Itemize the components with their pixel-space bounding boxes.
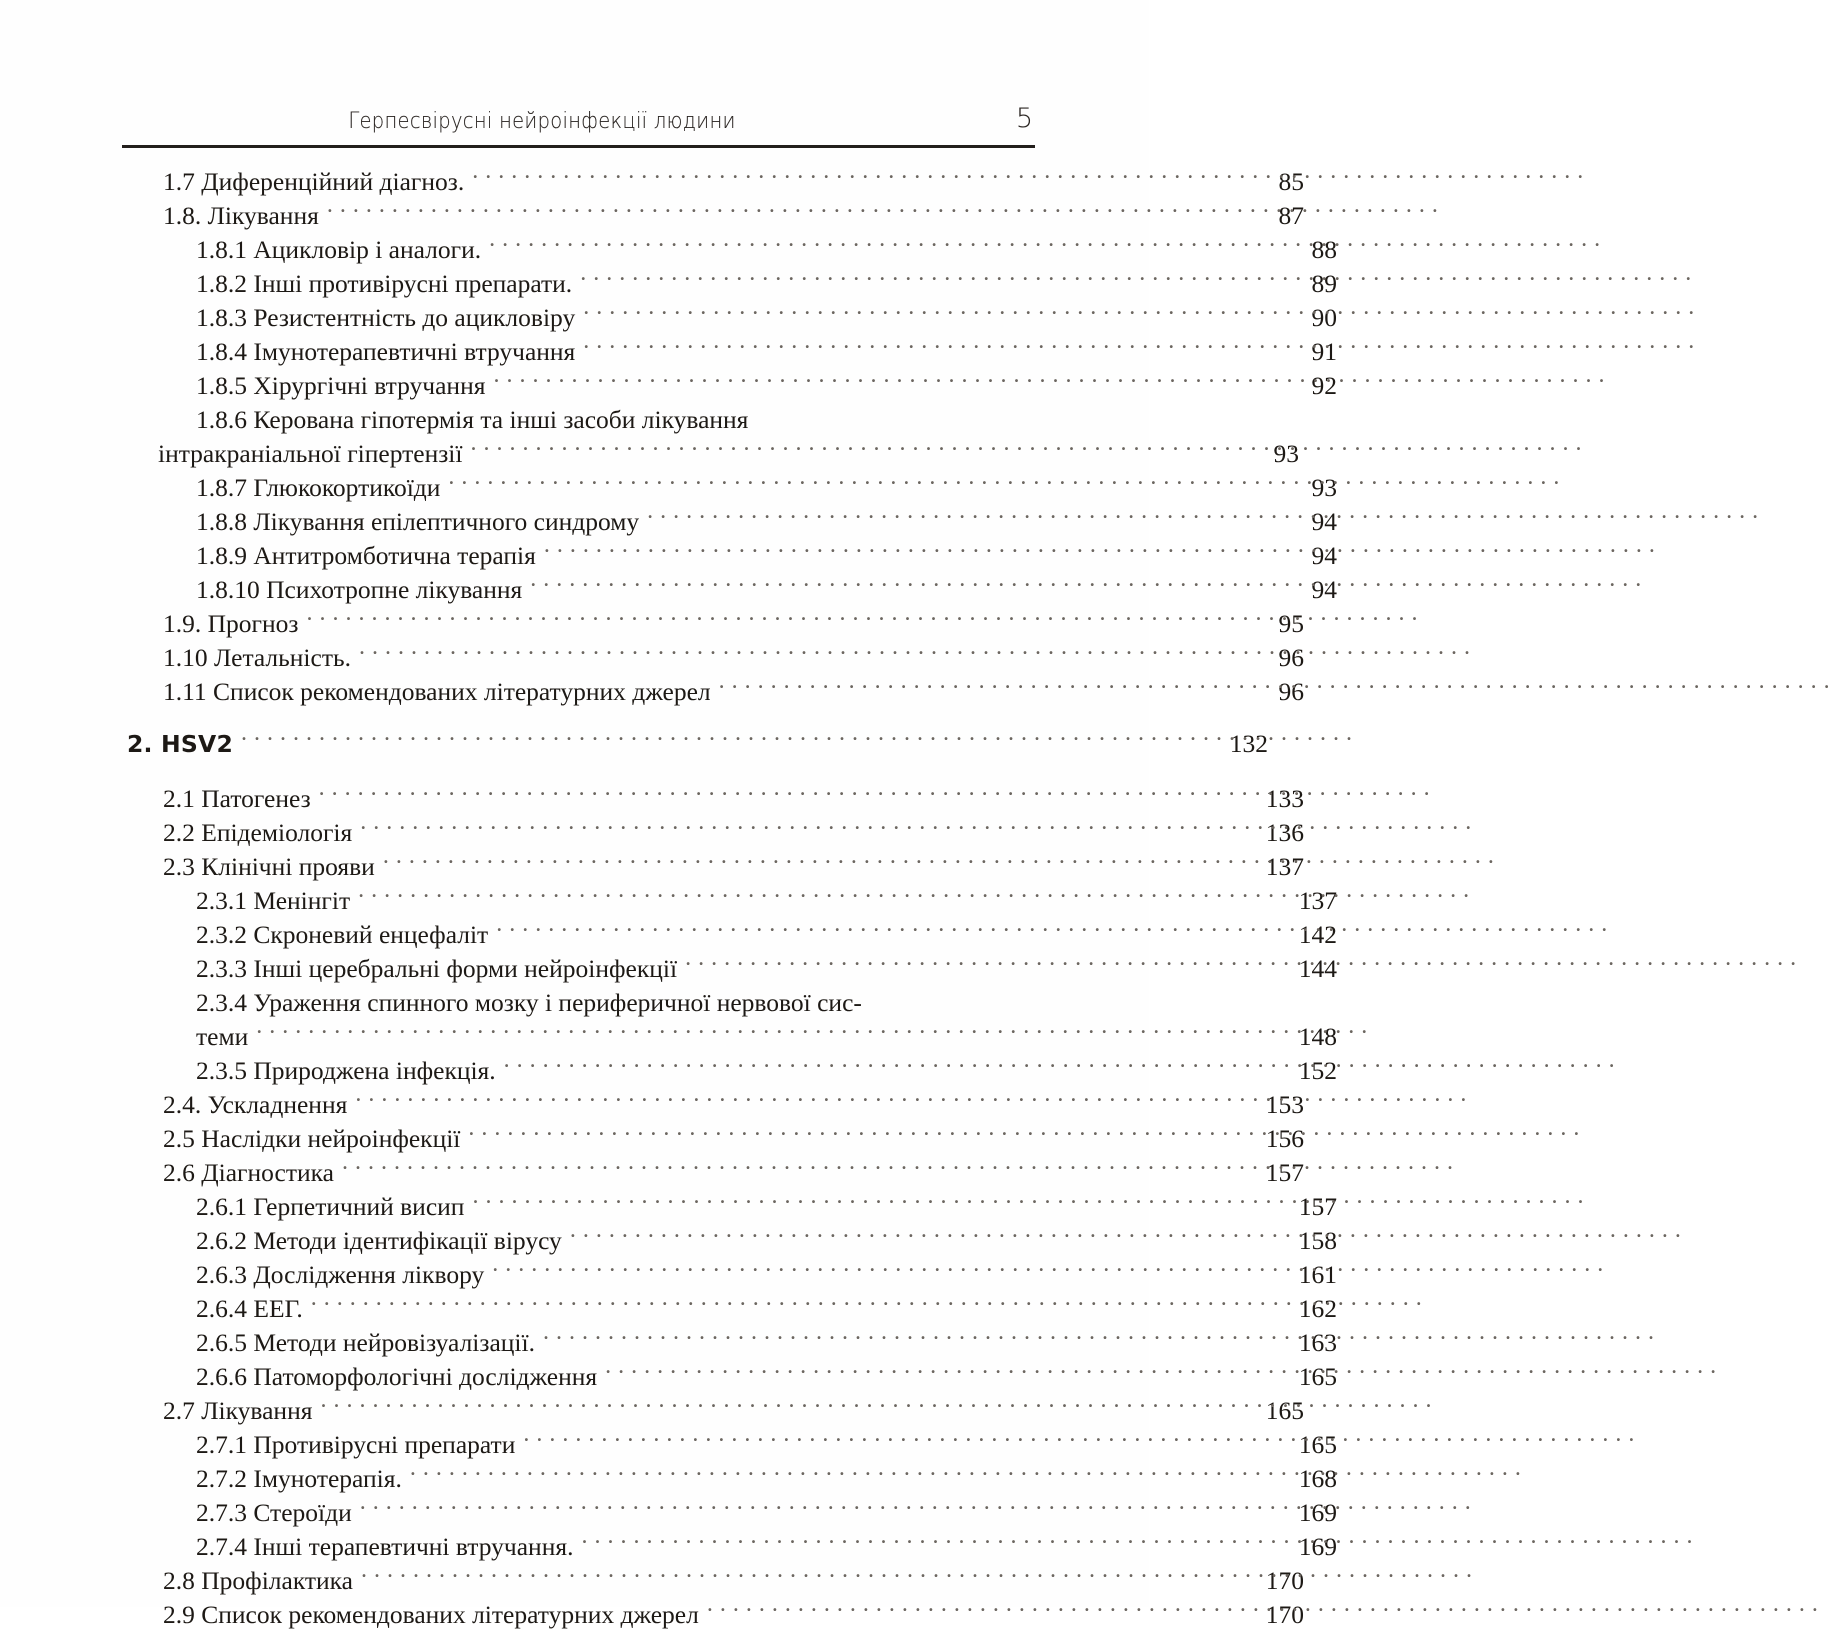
toc-entry-label: 1.8.5 Хірургічні втручання bbox=[196, 369, 491, 403]
toc-entry[interactable] bbox=[0, 368, 1345, 402]
dot-leader bbox=[360, 1495, 1249, 1521]
dot-leader bbox=[685, 951, 1249, 977]
toc-entry-page-number: 144 bbox=[1251, 952, 1345, 986]
toc-entry-label: 1.7 Диференційний діагноз. bbox=[163, 165, 470, 199]
toc-entry-label: 2.5 Наслідки нейроінфекції bbox=[163, 1122, 466, 1156]
toc-entry-label: 1.8.4 Імунотерапевтичні втручання bbox=[196, 335, 581, 369]
toc-entry-label: 2.3.4 Ураження спинного мозку і периферичної нервової сис- bbox=[196, 986, 868, 1020]
toc-entry-label: 2.7.3 Стероїди bbox=[196, 1496, 358, 1530]
toc-entry-label: 2.3 Клінічні прояви bbox=[163, 850, 381, 884]
toc-entry-page-number: 85 bbox=[1218, 165, 1312, 199]
dot-leader bbox=[306, 606, 1216, 632]
table-of-contents bbox=[0, 164, 1149, 1631]
toc-entry-page-number: 152 bbox=[1251, 1054, 1345, 1088]
toc-entry-page-number: 94 bbox=[1251, 573, 1345, 607]
toc-entry-page-number: 136 bbox=[1218, 816, 1312, 850]
toc-entry-label: 2.6.4 ЕЕГ. bbox=[196, 1292, 309, 1326]
dot-leader bbox=[492, 1257, 1249, 1283]
toc-entry-label: інтракраніальної гіпертензії bbox=[158, 437, 468, 471]
toc-entry-label: 1.8.3 Резистентність до ацикловіру bbox=[196, 301, 581, 335]
dot-leader bbox=[311, 1291, 1249, 1317]
toc-entry-label: 1.8.10 Психотропне лікування bbox=[196, 573, 528, 607]
toc-entry-page-number: 165 bbox=[1251, 1360, 1345, 1394]
dot-leader bbox=[360, 815, 1216, 841]
dot-leader bbox=[570, 1223, 1249, 1249]
dot-leader bbox=[580, 266, 1249, 292]
toc-entry-label: 1.8.6 Керована гіпотермія та інші засоби лікування bbox=[196, 403, 754, 437]
dot-leader bbox=[870, 985, 1249, 1011]
toc-entry-page-number: 90 bbox=[1251, 301, 1345, 335]
dot-leader bbox=[543, 1325, 1249, 1351]
toc-entry[interactable] bbox=[0, 674, 1312, 708]
dot-leader bbox=[355, 1087, 1216, 1113]
toc-entry-label: 1.8.2 Інші противірусні препарати. bbox=[196, 267, 578, 301]
toc-entry-label: 2.6.5 Методи нейровізуалізації. bbox=[196, 1326, 541, 1360]
dot-leader bbox=[493, 368, 1249, 394]
toc-entry-page-number: 94 bbox=[1251, 539, 1345, 573]
toc-entry-page-number: 157 bbox=[1218, 1156, 1312, 1190]
toc-entry-page-number: 165 bbox=[1218, 1394, 1312, 1428]
dot-leader bbox=[359, 640, 1216, 666]
toc-entry-page-number: 137 bbox=[1218, 850, 1312, 884]
toc-entry[interactable] bbox=[0, 951, 1345, 985]
toc-entry-page-number: 170 bbox=[1218, 1598, 1312, 1631]
toc-entry-page-number: 132 bbox=[1182, 727, 1276, 761]
toc-entry-label: 1.8.7 Глюкокортикоїди bbox=[196, 471, 446, 505]
toc-entry-label: 2.7.1 Противірусні препарати bbox=[196, 1428, 521, 1462]
toc-entry-page-number: 88 bbox=[1251, 233, 1345, 267]
toc-entry-page-number: 162 bbox=[1251, 1292, 1345, 1326]
header-rule-divider bbox=[122, 145, 1035, 148]
toc-entry-page-number: 156 bbox=[1218, 1122, 1312, 1156]
dot-leader bbox=[319, 781, 1216, 807]
toc-entry-page-number: 153 bbox=[1218, 1088, 1312, 1122]
toc-entry-label: 2.6 Діагностика bbox=[163, 1156, 340, 1190]
dot-leader bbox=[583, 300, 1249, 326]
dot-leader bbox=[504, 1053, 1249, 1079]
toc-entry-label: теми bbox=[196, 1020, 254, 1054]
dot-leader bbox=[523, 1427, 1249, 1453]
toc-entry-page-number: 93 bbox=[1251, 471, 1345, 505]
running-header-title: Герпесвірусні нейроінфекції людини bbox=[122, 108, 962, 134]
toc-entry-page-number: 89 bbox=[1251, 267, 1345, 301]
dot-leader bbox=[583, 334, 1249, 360]
toc-entry-page-number: 165 bbox=[1251, 1428, 1345, 1462]
toc-entry-label: 1.8.9 Антитромботична терапія bbox=[196, 539, 542, 573]
dot-leader bbox=[358, 883, 1249, 909]
dot-leader bbox=[410, 1461, 1249, 1487]
toc-entry-page-number: 95 bbox=[1218, 607, 1312, 641]
dot-leader bbox=[472, 164, 1216, 190]
toc-entry-page-number: 169 bbox=[1251, 1496, 1345, 1530]
toc-entry-page-number: 142 bbox=[1251, 918, 1345, 952]
toc-entry-label: 2.6.1 Герпетичний висип bbox=[196, 1190, 470, 1224]
dot-leader bbox=[256, 1019, 1249, 1045]
toc-entry-page-number: 91 bbox=[1251, 335, 1345, 369]
toc-entry-label: 1.8.1 Ацикловір і аналоги. bbox=[196, 233, 487, 267]
toc-entry-label: 2.7.4 Інші терапевтичні втручання. bbox=[196, 1530, 579, 1564]
toc-entry-page-number: 94 bbox=[1251, 505, 1345, 539]
toc-entry-label: 2.7 Лікування bbox=[163, 1394, 318, 1428]
dot-leader bbox=[470, 436, 1211, 462]
toc-entry-page-number: 96 bbox=[1218, 641, 1312, 675]
dot-leader bbox=[241, 726, 1180, 752]
toc-entry-page-number: 137 bbox=[1251, 884, 1345, 918]
toc-entry[interactable] bbox=[0, 1597, 1312, 1631]
toc-entry-label: 2.3.2 Скроневий енцефаліт bbox=[196, 918, 494, 952]
dot-leader bbox=[707, 1597, 1216, 1623]
toc-entry-label: 2.1 Патогенез bbox=[163, 782, 317, 816]
toc-entry-page-number: 87 bbox=[1218, 199, 1312, 233]
dot-leader bbox=[489, 232, 1249, 258]
dot-leader bbox=[544, 538, 1249, 564]
running-header bbox=[122, 108, 1035, 142]
toc-entry-page-number: 168 bbox=[1251, 1462, 1345, 1496]
dot-leader bbox=[581, 1529, 1249, 1555]
dot-leader bbox=[496, 917, 1249, 943]
dot-leader bbox=[342, 1155, 1216, 1181]
dot-leader bbox=[327, 198, 1216, 224]
toc-entry-label: 2.3.1 Менінгіт bbox=[196, 884, 356, 918]
toc-entry-label: 2. HSV2 bbox=[127, 728, 239, 762]
toc-entry-label: 1.9. Прогноз bbox=[163, 607, 304, 641]
dot-leader bbox=[530, 572, 1249, 598]
dot-leader bbox=[605, 1359, 1249, 1385]
dot-leader bbox=[756, 402, 1249, 428]
dot-leader bbox=[719, 674, 1216, 700]
dot-leader bbox=[647, 504, 1249, 530]
dot-leader bbox=[361, 1563, 1216, 1589]
toc-entry-page-number: 169 bbox=[1251, 1530, 1345, 1564]
toc-entry-label: 2.7.2 Імунотерапія. bbox=[196, 1462, 408, 1496]
toc-entry-label: 1.10 Летальність. bbox=[163, 641, 357, 675]
toc-entry-label: 2.2 Епідеміологія bbox=[163, 816, 358, 850]
toc-entry-page-number: 93 bbox=[1213, 437, 1307, 471]
toc-entry-page-number: 157 bbox=[1251, 1190, 1345, 1224]
toc-entry-label: 1.11 Список рекомендованих літературних джерел bbox=[163, 675, 717, 709]
toc-entry-page-number: 170 bbox=[1218, 1564, 1312, 1598]
toc-entry-label: 2.3.3 Інші церебральні форми нейроінфекції bbox=[196, 952, 683, 986]
toc-entry-page-number: 161 bbox=[1251, 1258, 1345, 1292]
toc-entry-page-number: 92 bbox=[1251, 369, 1345, 403]
dot-leader bbox=[383, 849, 1216, 875]
dot-leader bbox=[320, 1393, 1216, 1419]
dot-leader bbox=[468, 1121, 1216, 1147]
dot-leader bbox=[448, 470, 1249, 496]
toc-entry-page-number: 158 bbox=[1251, 1224, 1345, 1258]
page-folio-number: 5 bbox=[1016, 103, 1033, 134]
toc-entry-page-number: 148 bbox=[1251, 1020, 1345, 1054]
toc-entry-label: 2.6.6 Патоморфологічні дослідження bbox=[196, 1360, 603, 1394]
toc-entry-label: 2.8 Профілактика bbox=[163, 1564, 359, 1598]
dot-leader bbox=[472, 1189, 1249, 1215]
toc-entry-label: 2.6.3 Дослідження ліквору bbox=[196, 1258, 490, 1292]
toc-entry-label: 2.4. Ускладнення bbox=[163, 1088, 353, 1122]
toc-chapter-entry[interactable] bbox=[0, 726, 1276, 761]
toc-entry-label: 1.8.8 Лікування епілептичного синдрому bbox=[196, 505, 645, 539]
toc-entry-page-number: 133 bbox=[1218, 782, 1312, 816]
toc-entry-page-number: 163 bbox=[1251, 1326, 1345, 1360]
toc-entry-label: 1.8. Лікування bbox=[163, 199, 325, 233]
toc-entry-label: 2.6.2 Методи ідентифікації вірусу bbox=[196, 1224, 568, 1258]
toc-entry-page-number: 96 bbox=[1218, 675, 1312, 709]
toc-entry-label: 2.3.5 Природжена інфекція. bbox=[196, 1054, 502, 1088]
toc-entry-label: 2.9 Список рекомендованих літературних джерел bbox=[163, 1598, 705, 1631]
